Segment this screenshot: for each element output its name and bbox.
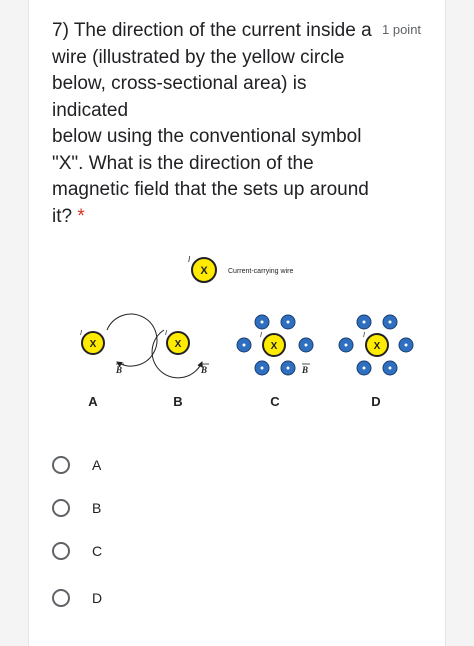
diagram-label: D	[371, 394, 381, 409]
diagram-c	[237, 315, 313, 409]
current-label: I	[188, 255, 191, 264]
field-label: B	[116, 365, 123, 375]
field-label: B	[201, 365, 208, 375]
diagram-d	[339, 315, 413, 409]
diagram-label: A	[88, 394, 98, 409]
option-label: D	[92, 590, 103, 606]
question-line: "X". What is the direction of the	[52, 152, 314, 174]
current-label: I	[260, 332, 262, 339]
radio-button[interactable]	[52, 499, 70, 517]
option-a[interactable]	[52, 451, 101, 479]
current-label: I	[165, 330, 167, 337]
question-line: below, cross-sectional area) is indicated	[52, 73, 307, 121]
diagram-label: B	[173, 394, 183, 409]
points-label: 1 point	[382, 22, 422, 37]
option-label: C	[92, 543, 103, 559]
current-label: I	[80, 330, 82, 337]
current-label: I	[363, 332, 365, 339]
question-line: below using the conventional symbol	[52, 126, 362, 147]
radio-button[interactable]	[52, 456, 70, 474]
wire-x-symbol: X	[174, 339, 182, 350]
option-c[interactable]	[52, 537, 102, 565]
wire-x-symbol: X	[89, 339, 97, 350]
wire-x-symbol: X	[373, 341, 381, 352]
wire-x-symbol: X	[270, 341, 278, 352]
diagram-a	[80, 314, 157, 409]
option-label: B	[92, 500, 102, 516]
legend-label: Current-carrying wire	[228, 268, 294, 275]
radio-button[interactable]	[52, 589, 70, 607]
option-label: A	[92, 457, 102, 473]
wire-x-symbol: X	[200, 265, 208, 277]
option-d[interactable]	[52, 584, 102, 612]
question-line: magnetic field that the sets up around	[52, 179, 369, 200]
diagram-label: C	[270, 394, 280, 409]
question-line: 7) The direction of the current inside a	[52, 20, 372, 41]
required-asterisk: *	[77, 205, 85, 227]
radio-button[interactable]	[52, 542, 70, 560]
field-label: B	[302, 365, 309, 375]
question-line: it?	[52, 205, 73, 227]
question-line: wire (illustrated by the yellow circle	[52, 46, 345, 68]
option-b[interactable]	[52, 494, 101, 522]
legend-wire	[188, 255, 293, 282]
diagram-b	[152, 330, 209, 409]
